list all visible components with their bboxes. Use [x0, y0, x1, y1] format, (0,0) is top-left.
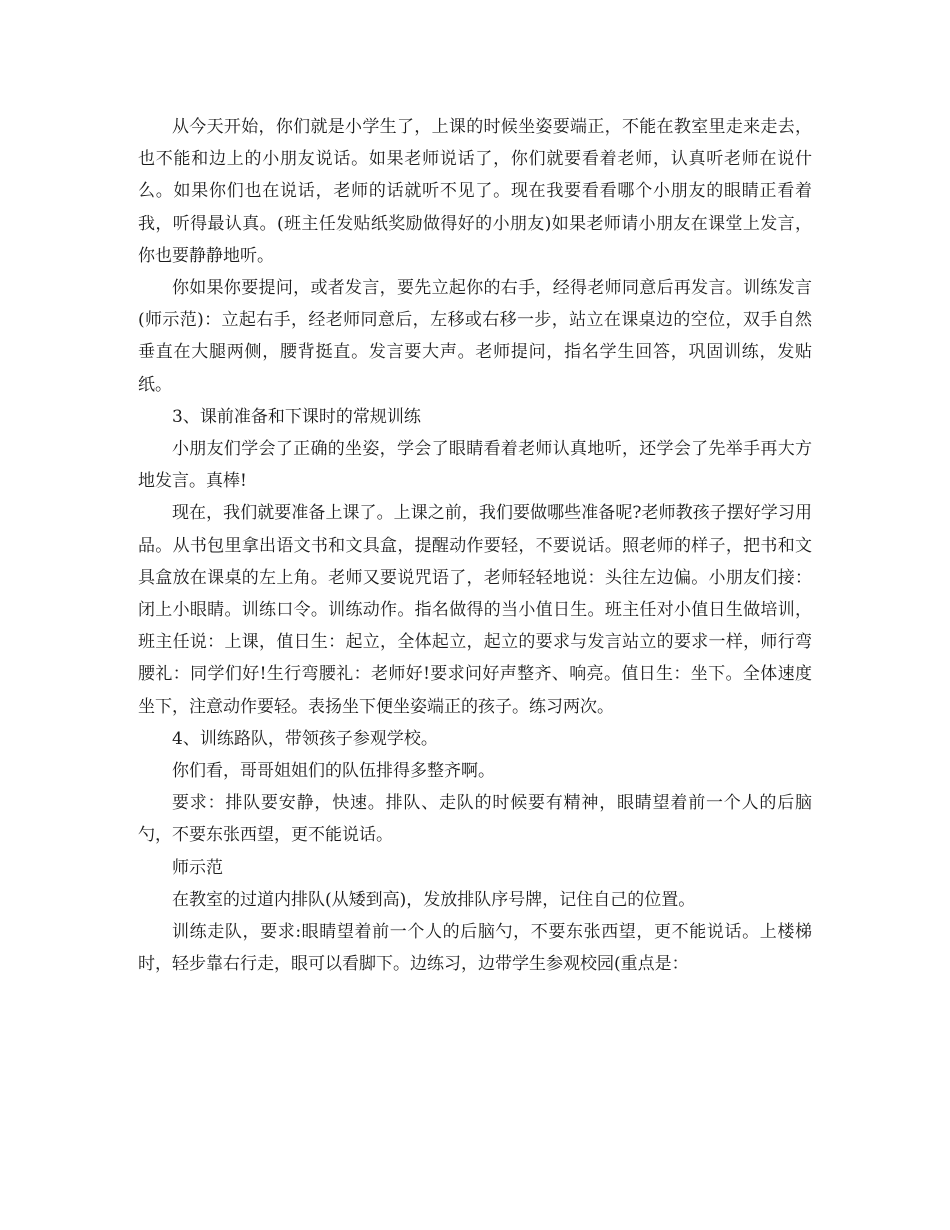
section-heading-3: 3、课前准备和下课时的常规训练 — [172, 406, 421, 427]
document-body — [138, 111, 812, 980]
paragraph-line-up-requirements: 要求：排队要安静，快速。排队、走队的时候要有精神，眼睛望着前一个人的后脑勺，不要东张西望，更不能说话。 — [138, 793, 812, 846]
paragraph-line-up-intro: 你们看，哥哥姐姐们的队伍排得多整齐啊。 — [172, 761, 495, 782]
paragraph-walking-training: 训练走队，要求:眼睛望着前一个人的后脑勺，不要东张西望，更不能说话。上楼梯时，轻步靠右行走，眼可以看脚下。边练习，边带学生参观校园(重点是： — [138, 922, 812, 975]
paragraph-teacher-demo: 师示范 — [172, 857, 223, 878]
paragraph-queue-order: 在教室的过道内排队(从矮到高)，发放排队序号牌，记住自己的位置。 — [172, 889, 696, 910]
paragraph-class-preparation: 现在，我们就要准备上课了。上课之前，我们要做哪些准备呢?老师教孩子摆好学习用品。从书包里拿出语文书和文具盒，提醒动作要轻，不要说话。照老师的样子，把书和文具盒放在课桌的左上角。老师又要说咒语了，老师轻轻地说：头往左边偏。小朋友们接：闭上小眼睛。训练口令。训练动作。指名做得的当小值日生。班主任对小值日生做培训，班主任说：上课，值日生：起立，全体起立，起立的要求与发言站立的要求一样，师行弯腰礼：同学们好!生行弯腰礼：老师好!要求问好声整齐、响亮。值日生：坐下。全体速度坐下，注意动作要轻。表扬坐下便坐姿端正的孩子。练习两次。 — [138, 503, 812, 717]
paragraph-praise: 小朋友们学会了正确的坐姿，学会了眼睛看着老师认真地听，还学会了先举手再大方地发言。真棒! — [138, 439, 812, 492]
section-heading-4: 4、训练路队，带领孩子参观学校。 — [172, 728, 438, 749]
paragraph-speaking-training: 你如果你要提问，或者发言，要先立起你的右手，经得老师同意后再发言。训练发言(师示范)：立起右手，经老师同意后，左移或右移一步，站立在课桌边的空位，双手自然垂直在大腿两侧，腰背挺直。发言要大声。老师提问，指名学生回答，巩固训练，发贴纸。 — [138, 278, 812, 395]
paragraph-classroom-rules: 从今天开始，你们就是小学生了，上课的时候坐姿要端正，不能在教室里走来走去，也不能和边上的小朋友说话。如果老师说话了，你们就要看着老师，认真听老师在说什么。如果你们也在说话，老师的话就听不见了。现在我要看看哪个小朋友的眼睛正看着我，听得最认真。(班主任发贴纸奖励做得好的小朋友)如果老师请小朋友在课堂上发言，你也要静静地听。 — [138, 117, 812, 266]
